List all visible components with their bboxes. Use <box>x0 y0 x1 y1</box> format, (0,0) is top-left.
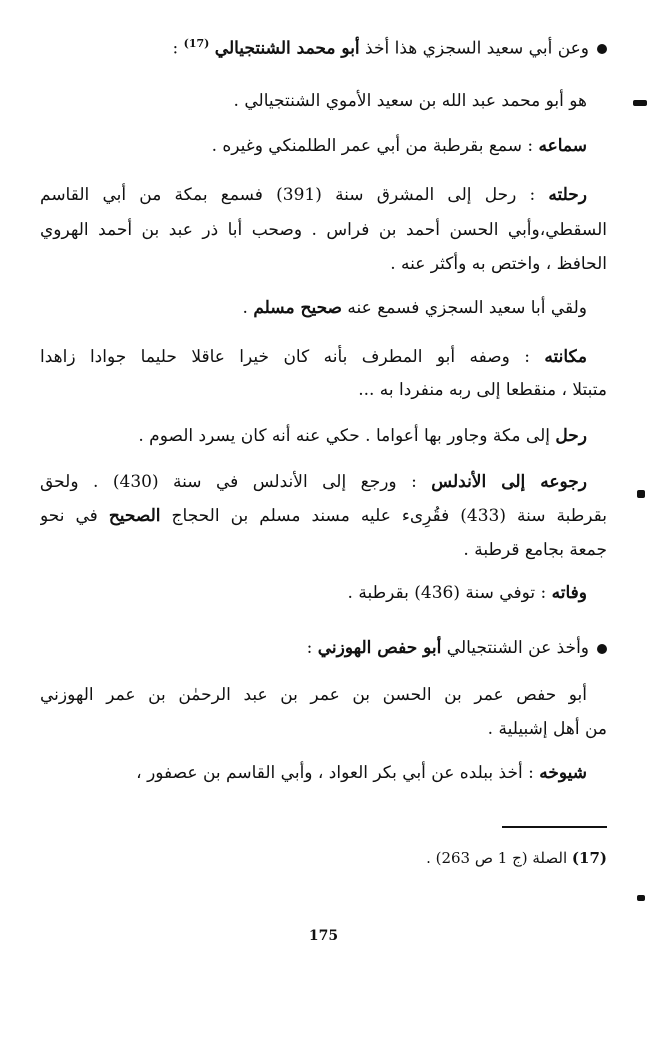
sahih-muslim-bold: صحيح مسلم <box>253 298 342 318</box>
page-number: 175 <box>308 928 339 944</box>
text-line-13: جمعة بجامع قرطبة . <box>463 540 607 560</box>
name-bold: أبو محمد الشنتجيالي <box>214 38 360 59</box>
text-line-10: رحل إلى مكة وجاور بها أعواما . حكي عنه أنه كان يسرد الصوم . <box>138 426 587 446</box>
text-line-8: مكانته : وصفه أبو المطرف بأنه كان خيرا عاقلا حليما جوادا زاهدا <box>40 347 587 367</box>
bullet-icon <box>597 44 607 54</box>
footnote: (17) الصلة (ج 1 ص 263) . <box>426 849 607 867</box>
heading-return-andalus: رجوعه إلى الأندلس <box>431 472 587 492</box>
heading-makana: مكانته <box>544 347 587 367</box>
text-line-15: وأخذ عن الشنتجيالي أبو حفص الهوزني : <box>40 636 607 660</box>
scan-mark <box>637 895 645 901</box>
text-line-9: متبتلا ، منقطعا إلى ربه منفردا به ... <box>358 380 607 400</box>
name-bold-2: أبو حفص الهوزني <box>317 638 442 658</box>
footnote-rule <box>502 826 607 828</box>
sahih-bold: الصحيح <box>108 506 161 526</box>
text-line-17: من أهل إشبيلية . <box>487 719 607 739</box>
text-line-5: السقطي،وأبي الحسن أحمد بن فراس . وصحب أبا ذر عبد بن أحمد الهروي <box>40 220 607 240</box>
footnote-number: (17) <box>571 849 607 867</box>
footnote-ref: (17) <box>183 37 210 50</box>
text-line-4: رحلته : رحل إلى المشرق سنة (391) فسمع بمكة من أبي القاسم <box>40 185 587 205</box>
heading-shuyukh: شيوخه <box>539 763 587 783</box>
heading-rahal: رحل <box>555 426 587 446</box>
text-line-7: ولقي أبا سعيد السجزي فسمع عنه صحيح مسلم . <box>242 298 587 318</box>
scan-mark <box>633 100 647 106</box>
heading-wafat: وفاته <box>551 583 587 603</box>
text-line-1: وعن أبي سعيد السجزي هذا أخذ أبو محمد الشنتجيالي $^{(17)}$ : <box>40 32 607 61</box>
text-line-14: وفاته : توفي سنة (436) بقرطبة . <box>347 583 587 603</box>
text-line-18: شيوخه : أخذ ببلده عن أبي بكر العواد ، وأبي القاسم بن عصفور ، <box>136 763 587 783</box>
text-line-11: رجوعه إلى الأندلس : ورجع إلى الأندلس في سنة (430) . ولحق <box>40 472 587 492</box>
scan-mark <box>637 490 645 498</box>
text-line-16: أبو حفص عمر بن الحسن بن عمر بن عبد الرحمٰن بن عمر الهوزني <box>40 685 587 705</box>
text-line-3: سماعه : سمع بقرطبة من أبي عمر الطلمنكي وغيره . <box>211 136 587 156</box>
bullet-icon <box>597 644 607 654</box>
heading-samaa: سماعه <box>538 136 587 156</box>
text-line-2: هو أبو محمد عبد الله بن سعيد الأموي الشنتجيالي . <box>233 91 587 111</box>
heading-rihla: رحلته <box>548 185 587 205</box>
text-line-12: بقرطبة سنة (433) فقُرِىء عليه مسند مسلم بن الحجاج الصحيح في نحو <box>40 506 607 526</box>
text-line-6: الحافظ ، واختص به وأكثر عنه . <box>390 254 607 274</box>
